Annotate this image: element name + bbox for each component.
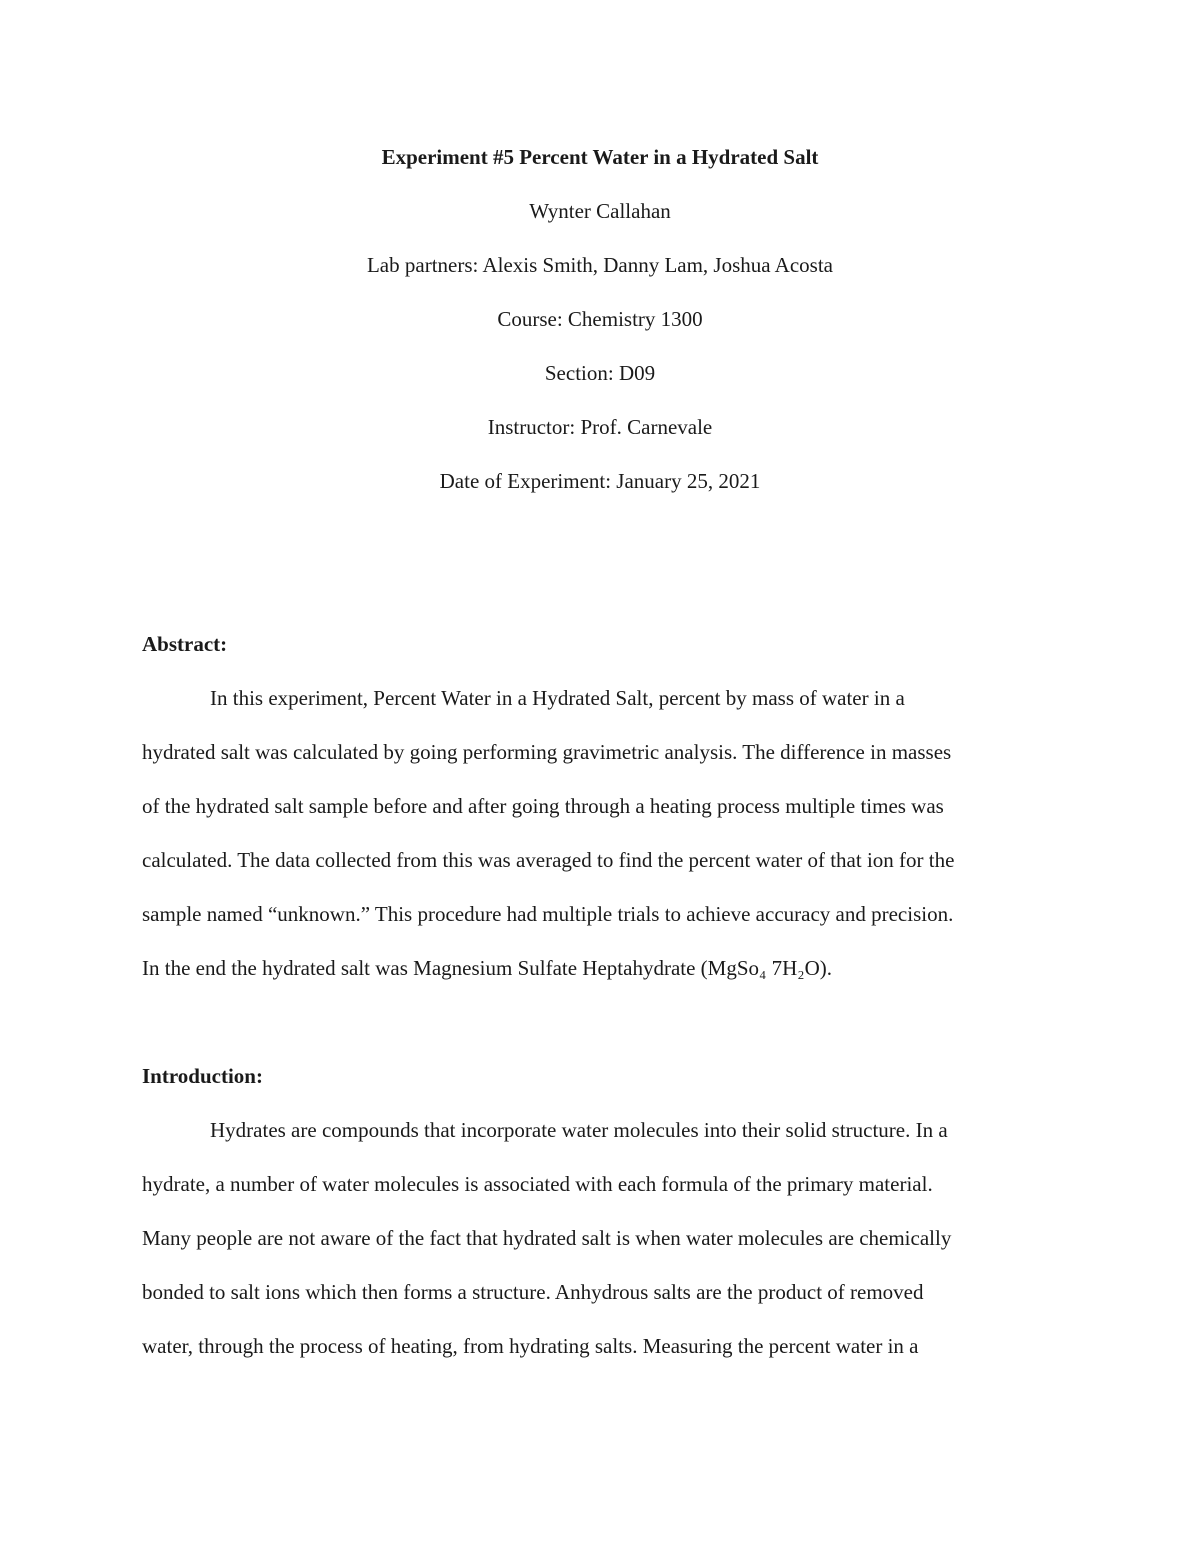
instructor-line: Instructor: Prof. Carnevale: [487, 415, 713, 439]
course-line: Course: Chemistry 1300: [497, 307, 703, 331]
document-title: Experiment #5 Percent Water in a Hydrated Salt: [381, 145, 819, 169]
experiment-date: Date of Experiment: January 25, 2021: [439, 469, 761, 493]
section-line: Section: D09: [544, 361, 656, 385]
introduction-heading: Introduction:: [142, 1064, 263, 1088]
introduction-body: Hydrates are compounds that incorporate water molecules into their solid structure. In a hydrate, a number of water molecules is associated with each formula of the primary material. Many people are not aware of the fact that hydrated salt is when water molecules are chemically bonded to salt ions which then forms a structure. Anhydrous salts are the product of removed water, through the process of heating, from hydrating salts. Measuring the percent water in a: [142, 1118, 952, 1358]
abstract-body: In this experiment, Percent Water in a Hydrated Salt, percent by mass of water in a hydrated salt was calculated by going performing gravimetric analysis. The difference in masses of the hydrated salt sample before and after going through a heating process multiple times was calculated. The data collected from this was averaged to find the percent water of that ion for the sample named “unknown.” This procedure had multiple trials to achieve accuracy and precision. In the end the hydrated salt was Magnesium Sulfate Heptahydrate (MgSo₄ 7H₂O).: [142, 686, 955, 980]
author-name: Wynter Callahan: [529, 199, 671, 223]
abstract-heading: Abstract:: [142, 632, 228, 656]
lab-partners: Lab partners: Alexis Smith, Danny Lam, Joshua Acosta: [366, 253, 833, 277]
